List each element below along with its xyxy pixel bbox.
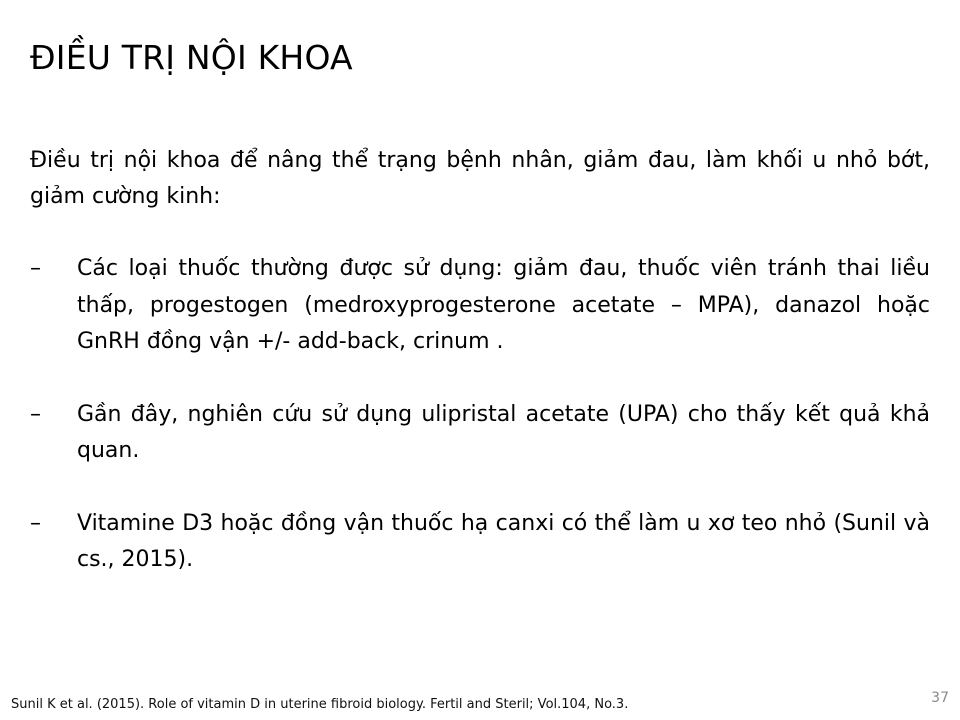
bullet-text: Gần đây, nghiên cứu sử dụng ulipristal acetate (UPA) cho thấy kết quả khả quan. [77, 401, 930, 463]
dash-bullet-marker: – [30, 256, 41, 281]
dash-bullet-marker: – [30, 510, 41, 536]
bullet-item [30, 506, 930, 579]
bullet-item [30, 251, 930, 361]
dash-bullet-marker: – [30, 401, 41, 427]
slide-title: ĐIỀU TRỊ NỘI KHOA [30, 38, 353, 77]
intro-paragraph: Điều trị nội khoa để nâng thể trạng bệnh nhân, giảm đau, làm khối u nhỏ bớt, giảm cường kinh: [30, 148, 930, 209]
bullet-list [30, 251, 930, 579]
page-number: 37 [931, 690, 949, 706]
bullet-item [30, 397, 930, 470]
bullet-text: Vitamine D3 hoặc đồng vận thuốc hạ canxi có thể làm u xơ teo nhỏ (Sunil và cs., 2015). [77, 510, 930, 572]
reference-footnote: Sunil K et al. (2015). Role of vitamin D in uterine fibroid biology. Fertil and Steril; Vol.104, No.3. [11, 697, 629, 712]
bullet-text: Các loại thuốc thường được sử dụng: giảm đau, thuốc viên tránh thai liều thấp, progestogen (medroxyprogesterone acetate – MPA), danazol hoặc GnRH đồng vận +/- add-back, crinum . [77, 256, 930, 354]
